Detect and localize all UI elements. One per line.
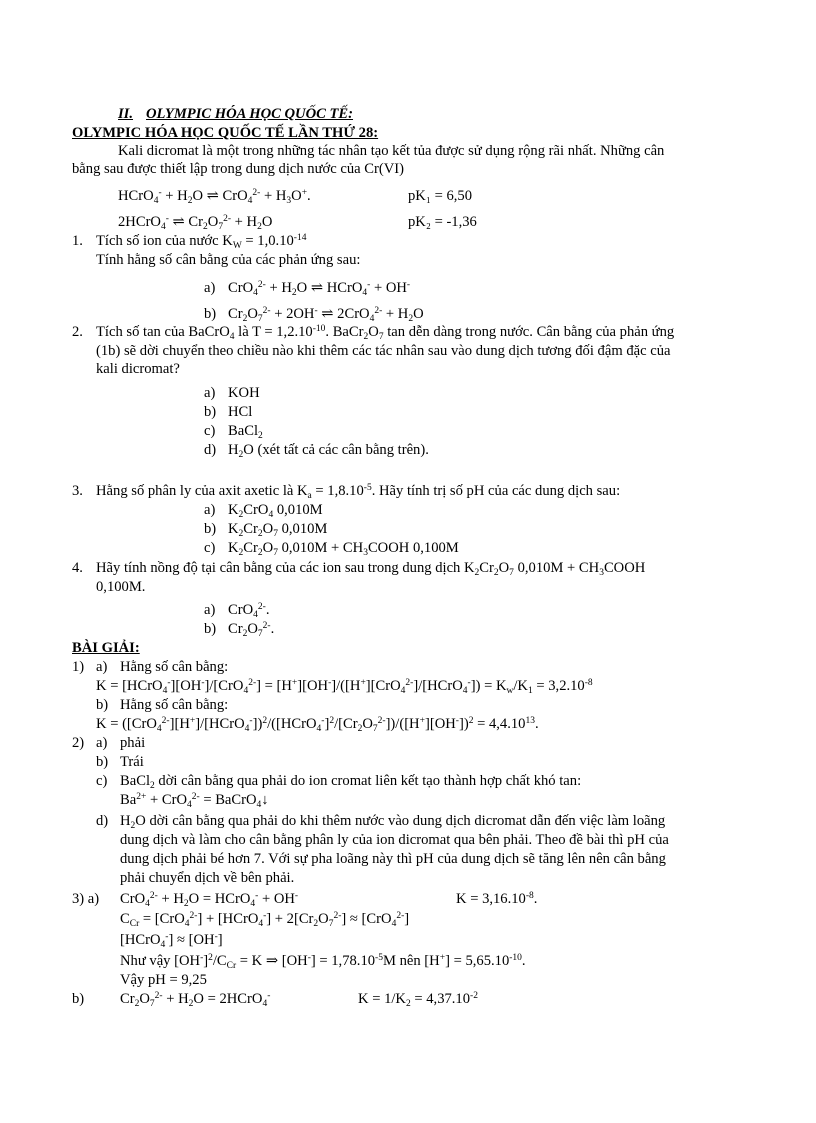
- s1-a-label: a): [96, 659, 108, 675]
- q1-b-reaction: $Cr_2O_7^{2-} + 2OH^-$ ⇌ $2CrO_4^{2-} + H_2O$: [228, 306, 424, 324]
- q4-a-ion: CrO$_4^{2-}$.: [228, 602, 270, 620]
- s2-d-line-3: dung dịch phải bé hơn 7. Với sự pha loãng này thì pH của dung dịch sẽ tăng lên nên cân bằng: [120, 851, 666, 867]
- q2-number: 2.: [72, 324, 83, 340]
- pk1-value: pK₁ = 6,50: [408, 188, 472, 204]
- q1-a-reaction: $CrO_4^{2-} + H_2O$ ⇌ HCrO$_4$- + OH-: [228, 280, 411, 298]
- q3-a-text: $K_2CrO_4$ 0,010M: [228, 502, 323, 520]
- q2-d-label: d): [204, 442, 217, 458]
- s1-a-formula: K = [HCrO$_4$-][OH-]/[CrO$_4^{2-}$] = [H+][OH-]/([H+][CrO$_4^{2-}$]/[HCrO$_4$-]) = $K_w/K_1 = 3,2.10^{-8}$: [96, 678, 593, 696]
- equilibrium-2: 2HCrO$_4$- ⇌ $Cr_2O_7^{2-} + H_2O$: [118, 214, 273, 232]
- s2-d-line-2: dung dịch và làm cho cân bằng phân ly của ion dicromat qua bên phải. Theo đề bài thì pH của: [120, 832, 669, 848]
- q2-line-2: (1b) sẽ dời chuyển theo chiều nào khi thêm các tác nhân sau vào dung dịch tương đối đậm đặc của: [96, 343, 671, 359]
- q4-number: 4.: [72, 560, 83, 576]
- q2-d-text: $H_2O$ (xét tất cả các cân bằng trên).: [228, 442, 429, 460]
- s3-b-k: $K = 1/K_2 = 4,37.10^{-2}$: [358, 991, 478, 1009]
- s1-a-text: Hằng số cân bằng:: [120, 659, 229, 675]
- q2-line-1: Tích số tan của BaCrO$_4$ là $T = 1,2.10^{-10}$. $BaCr_2O_7$ tan dễn dàng trong nước. Cân bằng của phản ứng: [96, 324, 675, 342]
- q2-a-label: a): [204, 385, 216, 401]
- intro-line-1: Kali dicromat là một trong những tác nhân tạo kết tủa được sử dụng rộng rãi nhất. Những cân: [118, 143, 665, 159]
- q1-text: Tích số ion của nước $K_W = 1,0.10^{-14}$: [96, 233, 307, 251]
- s3-b-reaction: $Cr_2O_7^{2-} + H_2O$ = 2HCrO$_4$-: [120, 991, 271, 1009]
- q2-c-text: BaCl$_2$: [228, 423, 263, 441]
- q4-b-label: b): [204, 621, 217, 637]
- s2-b-text: Trái: [120, 754, 144, 770]
- q3-b-label: b): [204, 521, 217, 537]
- s2-d-line-1: $H_2O$ dời cân bằng qua phải do khi thêm nước vào dung dịch dicromat dẫn đến việc làm loãng: [120, 813, 666, 831]
- s2-a-label: a): [96, 735, 108, 751]
- s3-a-k: $K = 3,16.10^{-8}$.: [456, 891, 538, 907]
- s3-a-ccr: $C_{Cr} = [CrO_4^{2-}]$ + [HCrO$_4$-] + $2[Cr_2O_7^{2-}] \approx [CrO_4^{2-}]$: [120, 911, 410, 929]
- q3-a-label: a): [204, 502, 216, 518]
- q2-b-label: b): [204, 404, 217, 420]
- section-roman: II.: [118, 106, 134, 122]
- s2-number: 2): [72, 735, 85, 751]
- s1-b-formula: $K = ([CrO_4^{2-}][H^+]/[HCrO_4^-])^2/([HCrO_4^-]^2/[Cr_2O_7^{2-}])/([H^+][OH^-])^2 = 4,4.10^{13}$.: [96, 716, 539, 734]
- s3-a-calc: Như vậy $[OH^-]^2/C_{Cr} = K$ ⇒ $[OH^-] = 1,78.10^{-5}M$ nên $[H^+] = 5,65.10^{-10}$.: [120, 953, 526, 971]
- q4-b-ion: $Cr_2O_7^{2-}$.: [228, 621, 275, 639]
- s2-b-label: b): [96, 754, 109, 770]
- s2-a-text: phải: [120, 735, 146, 751]
- q2-line-3: kali dicromat?: [96, 361, 180, 377]
- s3-b-label: b): [72, 991, 85, 1007]
- s2-c-reaction: $Ba^{2+} + CrO_4^{2-}$ = BaCrO$_4$↓: [120, 792, 269, 810]
- q1-text-2: Tính hằng số cân bằng của các phản ứng sau:: [96, 252, 361, 268]
- q1-number: 1.: [72, 233, 83, 249]
- q1-b-label: b): [204, 306, 217, 322]
- q4-line-1: Hãy tính nồng độ tại cân bằng của các ion sau trong dung dịch $K_2Cr_2O_7$ $0,010M + CH_3COOH$: [96, 560, 646, 578]
- q3-number: 3.: [72, 483, 83, 499]
- sub-heading: OLYMPIC HÓA HỌC QUỐC TẾ LẦN THỨ 28:: [72, 125, 379, 141]
- q1-a-label: a): [204, 280, 216, 296]
- s2-c-label: c): [96, 773, 108, 789]
- s3-number: 3) a): [72, 891, 100, 907]
- q3-c-text: $K_2Cr_2O_7$ $0,010M + CH_3COOH$ 0,100M: [228, 540, 459, 558]
- s3-a-approx: [HCrO$_4$-] ≈ [OH-]: [120, 932, 223, 950]
- s1-number: 1): [72, 659, 85, 675]
- section-title: OLYMPIC HÓA HỌC QUỐC TẾ:: [146, 106, 354, 122]
- intro-line-2: bằng sau được thiết lập trong dung dịch nước của Cr(VI): [72, 161, 404, 177]
- s2-d-line-4: phải chuyển dịch về bên phải.: [120, 870, 295, 886]
- q2-a-text: KOH: [228, 385, 260, 401]
- q4-a-label: a): [204, 602, 216, 618]
- q3-b-text: $K_2Cr_2O_7$ 0,010M: [228, 521, 328, 539]
- s3-a-reaction: $CrO_4^{2-} + H_2O$ = HCrO$_4$- + OH-: [120, 891, 299, 909]
- q2-c-label: c): [204, 423, 216, 439]
- equilibrium-1: HCrO$_4$- + $H_2O$ ⇌ $CrO_4^{2-} + H_3O^+$.: [118, 188, 311, 206]
- s2-d-label: d): [96, 813, 109, 829]
- s3-a-ph: Vậy pH = 9,25: [120, 972, 207, 988]
- s1-b-label: b): [96, 697, 109, 713]
- s1-b-text: Hằng số cân bằng:: [120, 697, 229, 713]
- q3-text: Hằng số phân ly của axit axetic là $K_a = 1,8.10^{-5}$. Hãy tính trị số pH của các dung dịch sau:: [96, 483, 621, 501]
- pk2-value: pK₂ = -1,36: [408, 214, 477, 230]
- q2-b-text: HCl: [228, 404, 253, 420]
- solution-title: BÀI GIẢI:: [72, 640, 140, 656]
- q4-line-2: 0,100M.: [96, 579, 146, 595]
- section-heading: [118, 106, 133, 123]
- q3-c-label: c): [204, 540, 216, 556]
- s2-c-text: BaCl$_2$ dời cân bằng qua phải do ion cromat liên kết tạo thành hợp chất khó tan:: [120, 773, 582, 791]
